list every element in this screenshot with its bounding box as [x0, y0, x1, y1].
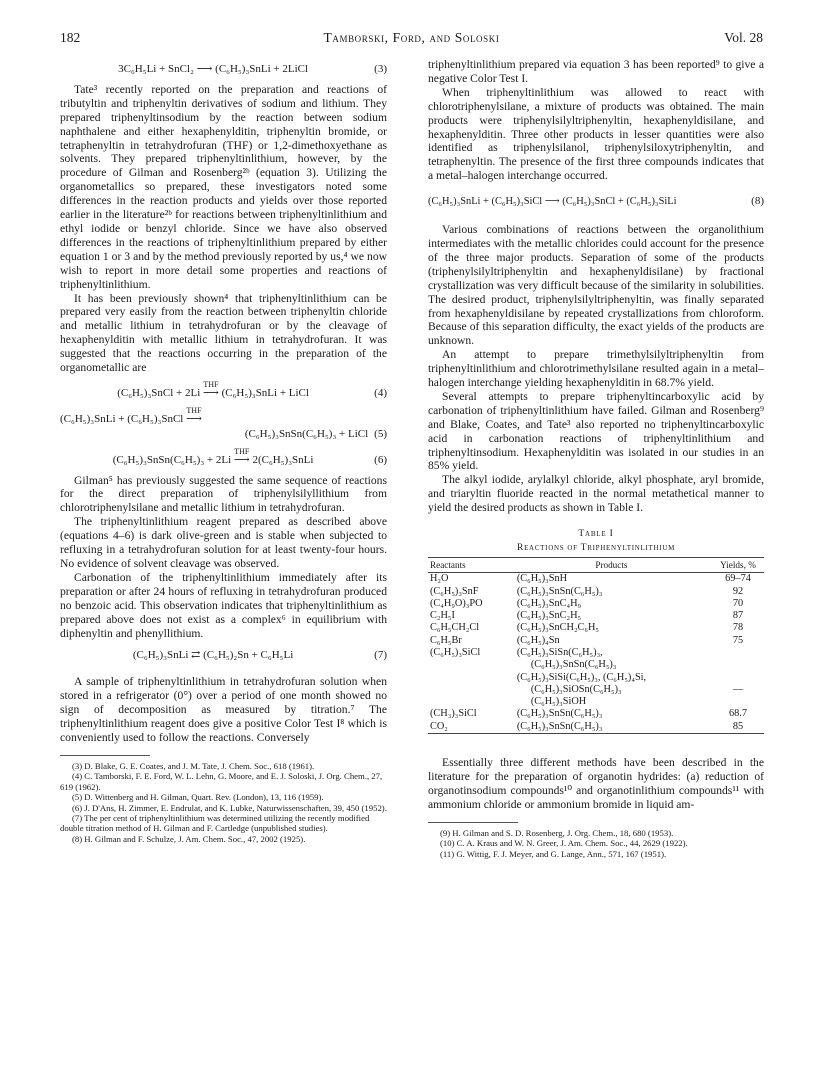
reactant-cell: C₆H₅Br: [430, 634, 462, 646]
table-row: [428, 708, 764, 720]
product-cell: (C₆H₅)₃SnSn(C₆H₅)₃: [516, 585, 603, 597]
equation-rhs: (C₆H₅)₂Sn + C₆H₅Li: [203, 649, 294, 662]
equation-lhs: (C₆H₅)₃SnLi: [132, 649, 189, 662]
table-row: [428, 586, 764, 598]
table-row: [428, 721, 764, 734]
equation-number: (6): [374, 453, 387, 466]
equation-expression: (C₆H₅)₃SnLi + (C₆H₅)₃SiCl ⟶ (C₆H₅)₃SnCl + (C₆H₅)₃SiLi: [428, 196, 677, 208]
reactant-cell: [428, 672, 511, 684]
equation-expression: 3C₆H₅Li + SnCl₂ ⟶ (C₆H₅)₃SnLi + 2LiCl: [118, 63, 309, 75]
yield-cell: 70: [732, 597, 744, 609]
yield-cell: 75: [732, 634, 744, 646]
equation-7: [60, 649, 387, 663]
footnote: (4) C. Tamborski, F. E. Ford, W. L. Lehn, G. Moore, and E. J. Soloski, J. Org. Chem., 27, 619 (1962).: [60, 771, 383, 792]
equation-number: (4): [374, 386, 387, 399]
equation-5-continued: [60, 428, 387, 442]
reactions-table: [428, 557, 764, 734]
product-cell: (C₆H₅)₃SiOSn(C₆H₅)₃: [530, 683, 622, 695]
footnote: (6) J. D'Ans, H. Zimmer, E. Endrulat, and K. Lubke, Naturwissenschaften, 39, 450 (1952).: [72, 802, 387, 813]
volume-label: Vol. 28: [724, 30, 763, 45]
equation-lhs: (C₆H₅)₃SnSn(C₆H₅)₃ + 2Li: [112, 453, 232, 466]
paragraph: Essentially three different methods have been described in the literature for the preparation of organotin hydrides: (a) reduction of organotinsodium compounds¹⁰ and organotinlithium compounds¹¹ with ammonium chloride or ammonium bromide in liquid am-: [428, 756, 764, 811]
equation-number: (3): [374, 63, 387, 75]
yield-cell: [712, 647, 764, 659]
product-cell: (C₆H₅)₃SnSn(C₆H₅)₃: [511, 721, 712, 734]
footnotes-left: [60, 761, 387, 844]
table-row: [428, 696, 764, 708]
equation-8: [428, 195, 764, 209]
equation-rhs: (C₆H₅)₃SnLi + LiCl: [221, 386, 309, 399]
product-cell: (C₆H₅)₃SnC₄H₉: [516, 597, 582, 609]
page-number: 182: [60, 30, 81, 45]
equation-number: (5): [374, 427, 387, 440]
footnote: (7) The per cent of triphenyltinlithium was determined utilizing the recently modified double titration method of H. Gilman and F. Cartledge (unpublished studies).: [60, 812, 370, 834]
table-row: [428, 573, 764, 586]
reactant-cell: C₆H₅CH₂Cl: [430, 622, 480, 634]
table-row: [428, 647, 764, 659]
footnotes-right: [428, 828, 764, 859]
table-row: [428, 622, 764, 634]
paragraph: Several attempts to prepare triphenyltincarboxylic acid by carbonation of triphenyltinlithium have failed. Gilman and Rosenberg⁹ and Blake, Coates, and Tate³ also reported no triphenyltincarboxylic acid in carbonation reactions of triphenyltinlithium and triphenyltinsodium. Hexaphenylditin was isolated in our studies in an 85% yield.: [428, 389, 764, 473]
footnote: (8) H. Gilman and F. Schulze, J. Am. Chem. Soc., 47, 2002 (1925).: [72, 833, 306, 844]
paragraph: Tate³ recently reported on the preparation and reactions of tributyltin and triphenyltin derivatives of sodium and lithium. They prepared triphenyltinsodium by the reaction between sodium naphthalene and either hexaphenylditin, triphenyltin bromide, or tetraphenyltin in tetrahydrofuran (THF) or 1,2-dimethoxyethane as solvents. They prepared triphenyltinlithium, however, by the procedure of Gilman and Rosenberg²ᵇ (equation 3). Utilizing the organometallics so prepared, these investigators noted some differences in the reaction products and yields over those reported earlier in the literature²ᵇ for reactions between triphenyltinlithium and ethyl iodide or benzyl chloride. Since we have also observed differences in the reactions of triphenyltinlithium prepared by either equation 1 or 3 and by the method previously reported by us,⁴ we now wish to report in more detail some properties and reactions of triphenyltinlithium.: [60, 82, 387, 291]
equation-3: [60, 63, 387, 77]
product-cell: (C₆H₅)₃SnSn(C₆H₅)₃: [516, 708, 603, 720]
table-row: [428, 684, 764, 696]
equation-rhs: 2(C₆H₅)₃SnLi: [252, 453, 314, 466]
column-header: Reactants: [428, 557, 511, 572]
table-row: [428, 659, 764, 671]
equation-lhs: (C₆H₅)₃SnLi + (C₆H₅)₃SnCl: [60, 412, 184, 425]
yield-cell: 68.7: [728, 708, 748, 720]
table-row: [428, 598, 764, 610]
paragraph: triphenyltinlithium prepared via equation 3 has been reported⁹ to give a negative Color Test I.: [428, 58, 764, 85]
equation-5: [60, 405, 387, 427]
yield-cell: [712, 672, 764, 684]
product-cell: (C₆H₅)₃SnSn(C₆H₅)₃: [530, 659, 617, 671]
reactant-cell: C₂H₅I: [430, 610, 455, 622]
paragraph: The triphenyltinlithium reagent prepared as described above (equations 4–6) is dark olive-green and is stable when subjected to refluxing in a tetrahydrofuran solution for at least twenty-four hours. No evidence of solvent cleavage was observed.: [60, 515, 387, 570]
equation-number: (7): [374, 649, 387, 662]
footnote-rule: [60, 755, 150, 756]
footnote: (11) G. Wittig, F. J. Meyer, and G. Lange, Ann., 571, 167 (1951).: [440, 848, 667, 859]
reaction-arrow: THF ⟶: [203, 379, 219, 399]
paragraph: Carbonation of the triphenyltinlithium immediately after its preparation or after 24 hours of refluxing in tetrahydrofuran produced no benzoic acid. This observation indicates that triphenyltinlithium as prepared above does not exist as a complex⁶ in equilibrium with diphenyltin and phenyllithium.: [60, 570, 387, 640]
running-title: Tamborski, Ford, and Soloski: [323, 30, 500, 45]
reaction-arrow: THF ⟶: [233, 446, 250, 466]
yield-cell: 78: [732, 622, 744, 634]
table-row: [428, 672, 764, 684]
equation-rhs: (C₆H₅)₃SnSn(C₆H₅)₃ + LiCl: [244, 427, 369, 440]
table-subtitle: Reactions of Triphenyltinlithium: [516, 542, 676, 553]
product-cell: (C₆H₅)₃SiSn(C₆H₅)₃,: [516, 646, 603, 658]
yield-cell: 69–74: [725, 573, 751, 585]
reactant-cell: (C₆H₅)₃SnF: [430, 585, 479, 597]
footnote: (5) D. Wittenberg and H. Gilman, Quart. Rev. (London), 13, 116 (1959).: [72, 792, 324, 803]
yield-cell: [712, 659, 764, 671]
reactant-cell: [428, 684, 511, 696]
arrow-label: THF: [234, 446, 250, 456]
reaction-arrow: THF ⟶: [186, 405, 202, 425]
reactant-cell: (C₆H₅)₃SiCl: [430, 646, 481, 658]
paragraph: It has been previously shown⁴ that triphenyltinlithium can be prepared very easily from the reaction between triphenyltin chloride and metallic lithium in tetrahydrofuran or by the cleavage of hexaphenylditin with metallic lithium in tetrahydrofuran. It was suggested that the reactions occurring in the preparation of the organometallic are: [60, 291, 387, 375]
product-cell: (C₆H₅)₃SiSi(C₆H₅)₃, (C₆H₅)₄Si,: [516, 671, 647, 683]
product-cell: (C₆H₅)₃SnC₂H₅: [516, 610, 582, 622]
product-cell: (C₆H₅)₃SnCH₂C₆H₅: [516, 622, 600, 634]
paragraph: An attempt to prepare trimethylsilyltriphenyltin from triphenyltinlithium and chlorotrimethylsilane resulted again in a metal–halogen interchange yielding hexaphenylditin in 68.7% yield.: [428, 348, 764, 390]
yield-cell: —: [732, 683, 744, 695]
paragraph: When triphenyltinlithium was allowed to react with chlorotriphenylsilane, a mixture of products was obtained. The main products were triphenylsilyltriphenyltin, hexaphenyldisilane, and hexaphenylditin. Three other products in lesser quantities were also identified as triphenylsilanol, triphenylsiloxytriphenyltin, and tetraphenyltin. The presence of the first three compounds indicates that a metal–halogen interchange occurred.: [428, 85, 764, 183]
table-caption: Table I: [578, 528, 614, 540]
equation-lhs: (C₆H₅)₃SnCl + 2Li: [117, 386, 201, 399]
footnote-rule: [428, 822, 518, 823]
footnote: (9) H. Gilman and S. D. Rosenberg, J. Org. Chem., 18, 680 (1953).: [440, 827, 674, 838]
running-header: [60, 30, 763, 50]
reactant-cell: (CH₃)₃SiCl: [430, 708, 477, 720]
right-column: [428, 58, 764, 859]
equation-number: (8): [751, 195, 764, 208]
footnote: (10) C. A. Kraus and W. N. Greer, J. Am. Chem. Soc., 44, 2629 (1922).: [440, 838, 688, 849]
table-row: [428, 635, 764, 647]
arrow-label: THF: [203, 379, 219, 389]
paragraph: Gilman⁵ has previously suggested the same sequence of reactions for the direct preparation of triphenylsilyllithium from chlorotriphenylsilane and metallic lithium in tetrahydrofuran.: [60, 473, 387, 515]
reactant-cell: [428, 696, 511, 708]
equation-4: [60, 379, 387, 401]
paragraph: A sample of triphenyltinlithium in tetrahydrofuran solution when stored in a refrigerator (0°) over a period of one month showed no sign of decomposition as measured by titration.⁷ The triphenyltinlithium reagent does give a positive Color Test I⁸ which is conveniently used to follow the reactions. Conversely: [60, 675, 387, 744]
equilibrium-arrow: ⇄: [191, 649, 201, 662]
product-cell: (C₆H₅)₃SnH: [516, 573, 568, 585]
yield-cell: 92: [732, 585, 744, 597]
yield-cell: 87: [732, 610, 744, 622]
arrow-label: THF: [186, 405, 202, 415]
equation-6: [60, 446, 387, 468]
table-row: [428, 610, 764, 622]
yield-cell: 85: [712, 721, 764, 734]
paragraph: Various combinations of reactions between the organolithium intermediates with the metallic chlorides could account for the presence of the three major products. Separation of some of the products (triphenylsilyltriphenyltin and hexaphenyldisilane) by fractional crystallization was very difficult because of the similarity in solubilities. The desired product, triphenylsilyltriphenyltin, was finally separated from hexaphenyldisilane by repeated crystallizations from chloroform. Because of this separation difficulty, the exact yields of the products are unknown.: [428, 223, 764, 348]
product-cell: (C₆H₅)₄Sn: [516, 634, 560, 646]
column-header: Products: [511, 557, 712, 572]
reactant-cell: (C₄H₉O)₃PO: [430, 597, 483, 609]
yield-cell: [712, 696, 764, 708]
paragraph: The alkyl iodide, arylalkyl chloride, alkyl phosphate, aryl bromide, and triaryltin fluoride reacted in the normal metathetical manner to yield the desired products as shown in Table I.: [428, 473, 764, 515]
product-cell: (C₆H₅)₃SiOH: [530, 696, 587, 708]
table-header-row: [428, 557, 764, 572]
reactant-cell: CO₂: [428, 721, 511, 734]
reactant-cell: [428, 659, 511, 671]
footnote: (3) D. Blake, G. E. Coates, and J. M. Tate, J. Chem. Soc., 618 (1961).: [72, 760, 315, 771]
left-column: [60, 58, 387, 844]
reactant-cell: H₂O: [430, 573, 449, 585]
column-header: Yields, %: [712, 557, 764, 572]
